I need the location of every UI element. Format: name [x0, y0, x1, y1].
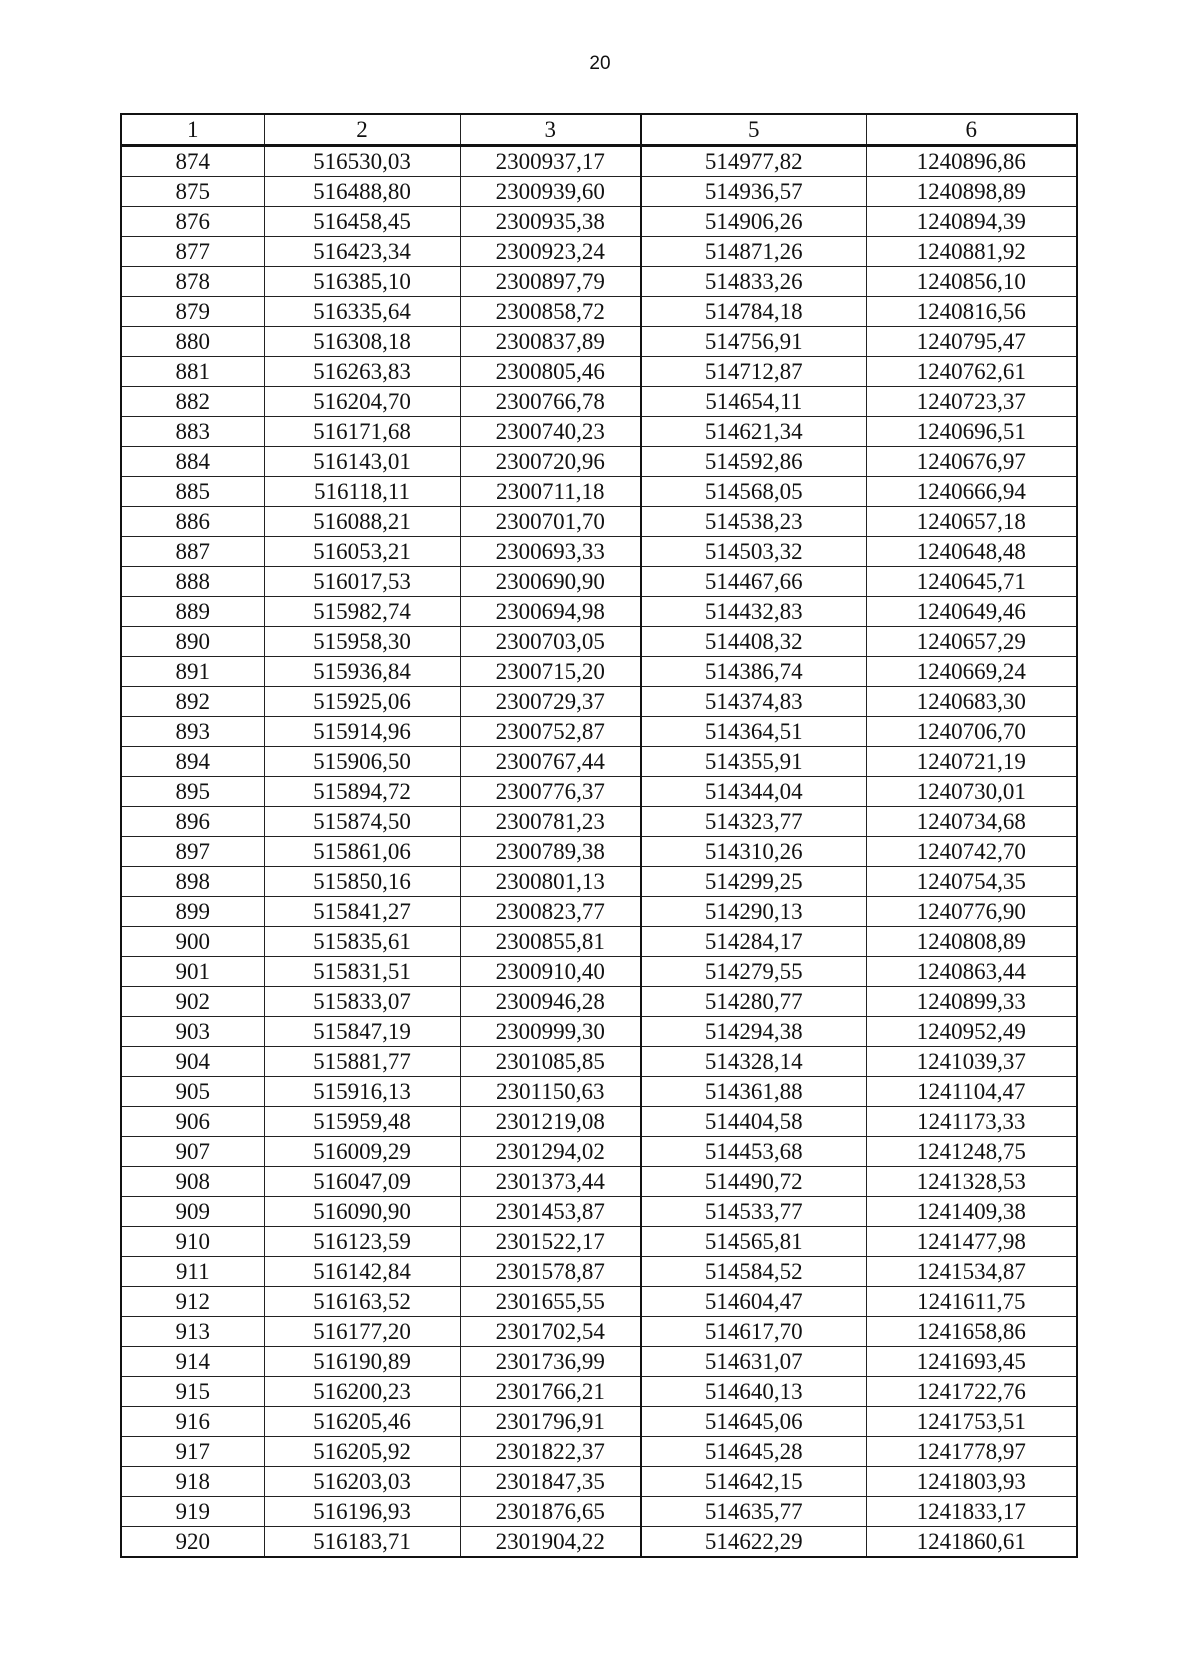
coord-y-cell: 2300855,81	[460, 927, 641, 957]
coord-y-cell: 2301219,08	[460, 1107, 641, 1137]
point-number-cell: 917	[121, 1437, 264, 1467]
coord-x2-cell: 514364,51	[641, 717, 866, 747]
coord-x2-cell: 514374,83	[641, 687, 866, 717]
coord-y-cell: 2301294,02	[460, 1137, 641, 1167]
coord-y2-cell: 1241803,93	[866, 1467, 1077, 1497]
coord-y-cell: 2300701,70	[460, 507, 641, 537]
coord-y-cell: 2301578,87	[460, 1257, 641, 1287]
coord-y2-cell: 1240657,18	[866, 507, 1077, 537]
coord-x-cell: 516203,03	[264, 1467, 460, 1497]
point-number-cell: 918	[121, 1467, 264, 1497]
coord-x-cell: 515894,72	[264, 777, 460, 807]
coord-y2-cell: 1241534,87	[866, 1257, 1077, 1287]
coord-y2-cell: 1240899,33	[866, 987, 1077, 1017]
table-row	[121, 357, 1077, 387]
coord-x2-cell: 514833,26	[641, 267, 866, 297]
coord-y2-cell: 1240657,29	[866, 627, 1077, 657]
table-row	[121, 957, 1077, 987]
coord-x2-cell: 514640,13	[641, 1377, 866, 1407]
coord-x2-cell: 514936,57	[641, 177, 866, 207]
coord-x2-cell: 514645,06	[641, 1407, 866, 1437]
coord-y2-cell: 1241753,51	[866, 1407, 1077, 1437]
coord-y-cell: 2301904,22	[460, 1527, 641, 1558]
coord-x2-cell: 514617,70	[641, 1317, 866, 1347]
coord-x2-cell: 514294,38	[641, 1017, 866, 1047]
coord-x-cell: 515833,07	[264, 987, 460, 1017]
point-number-cell: 915	[121, 1377, 264, 1407]
coord-x2-cell: 514404,58	[641, 1107, 866, 1137]
coord-x-cell: 516171,68	[264, 417, 460, 447]
coord-x-cell: 516263,83	[264, 357, 460, 387]
table-row	[121, 1197, 1077, 1227]
coord-y-cell: 2301655,55	[460, 1287, 641, 1317]
point-number-cell: 907	[121, 1137, 264, 1167]
coord-y2-cell: 1240669,24	[866, 657, 1077, 687]
coord-x2-cell: 514355,91	[641, 747, 866, 777]
column-header-2: 2	[264, 114, 460, 146]
coord-y2-cell: 1240896,86	[866, 146, 1077, 177]
table-row	[121, 1287, 1077, 1317]
coord-x-cell: 516200,23	[264, 1377, 460, 1407]
table-row	[121, 1017, 1077, 1047]
coord-y2-cell: 1240734,68	[866, 807, 1077, 837]
coord-x2-cell: 514533,77	[641, 1197, 866, 1227]
table-row	[121, 507, 1077, 537]
coord-y2-cell: 1240721,19	[866, 747, 1077, 777]
point-number-cell: 895	[121, 777, 264, 807]
coord-y-cell: 2300939,60	[460, 177, 641, 207]
point-number-cell: 889	[121, 597, 264, 627]
coord-x2-cell: 514503,32	[641, 537, 866, 567]
coord-y2-cell: 1240816,56	[866, 297, 1077, 327]
coord-y-cell: 2300910,40	[460, 957, 641, 987]
point-number-cell: 910	[121, 1227, 264, 1257]
coord-x2-cell: 514432,83	[641, 597, 866, 627]
coord-x2-cell: 514490,72	[641, 1167, 866, 1197]
coord-y2-cell: 1241860,61	[866, 1527, 1077, 1558]
coord-x-cell: 515959,48	[264, 1107, 460, 1137]
point-number-cell: 897	[121, 837, 264, 867]
coord-x-cell: 515958,30	[264, 627, 460, 657]
coord-x-cell: 515835,61	[264, 927, 460, 957]
point-number-cell: 880	[121, 327, 264, 357]
coord-y-cell: 2301453,87	[460, 1197, 641, 1227]
coord-y2-cell: 1240894,39	[866, 207, 1077, 237]
point-number-cell: 896	[121, 807, 264, 837]
coord-x2-cell: 514642,15	[641, 1467, 866, 1497]
point-number-cell: 909	[121, 1197, 264, 1227]
point-number-cell: 900	[121, 927, 264, 957]
coord-x-cell: 516530,03	[264, 146, 460, 177]
coord-y2-cell: 1241173,33	[866, 1107, 1077, 1137]
point-number-cell: 899	[121, 897, 264, 927]
table-header	[121, 114, 1077, 146]
coord-y-cell: 2300776,37	[460, 777, 641, 807]
coord-y2-cell: 1240706,70	[866, 717, 1077, 747]
table-row	[121, 537, 1077, 567]
table-row	[121, 267, 1077, 297]
table-row	[121, 1227, 1077, 1257]
coord-x2-cell: 514408,32	[641, 627, 866, 657]
coord-x-cell: 516118,11	[264, 477, 460, 507]
coord-y2-cell: 1240776,90	[866, 897, 1077, 927]
coord-x2-cell: 514290,13	[641, 897, 866, 927]
coord-x2-cell: 514323,77	[641, 807, 866, 837]
coord-x2-cell: 514635,77	[641, 1497, 866, 1527]
table-row	[121, 807, 1077, 837]
coord-y2-cell: 1240762,61	[866, 357, 1077, 387]
coord-x-cell: 516177,20	[264, 1317, 460, 1347]
table-row	[121, 447, 1077, 477]
coord-y-cell: 2300740,23	[460, 417, 641, 447]
coord-x2-cell: 514386,74	[641, 657, 866, 687]
coord-x2-cell: 514604,47	[641, 1287, 866, 1317]
coord-y2-cell: 1240898,89	[866, 177, 1077, 207]
point-number-cell: 886	[121, 507, 264, 537]
table-row	[121, 1407, 1077, 1437]
coord-x-cell: 515850,16	[264, 867, 460, 897]
table-row	[121, 627, 1077, 657]
point-number-cell: 893	[121, 717, 264, 747]
point-number-cell: 875	[121, 177, 264, 207]
coord-y2-cell: 1241248,75	[866, 1137, 1077, 1167]
coord-y-cell: 2300823,77	[460, 897, 641, 927]
coord-x2-cell: 514712,87	[641, 357, 866, 387]
coord-y2-cell: 1241477,98	[866, 1227, 1077, 1257]
coord-y2-cell: 1241409,38	[866, 1197, 1077, 1227]
coord-y2-cell: 1241722,76	[866, 1377, 1077, 1407]
coord-x2-cell: 514284,17	[641, 927, 866, 957]
point-number-cell: 882	[121, 387, 264, 417]
coord-y2-cell: 1241611,75	[866, 1287, 1077, 1317]
coord-x-cell: 515916,13	[264, 1077, 460, 1107]
coord-y-cell: 2301702,54	[460, 1317, 641, 1347]
coord-x-cell: 516196,93	[264, 1497, 460, 1527]
coord-y2-cell: 1241778,97	[866, 1437, 1077, 1467]
coord-y-cell: 2300729,37	[460, 687, 641, 717]
table-row	[121, 1137, 1077, 1167]
coord-y2-cell: 1241693,45	[866, 1347, 1077, 1377]
coord-y2-cell: 1241104,47	[866, 1077, 1077, 1107]
table-row	[121, 477, 1077, 507]
coord-x2-cell: 514631,07	[641, 1347, 866, 1377]
coord-y2-cell: 1240683,30	[866, 687, 1077, 717]
table-row	[121, 1347, 1077, 1377]
coord-x-cell: 515881,77	[264, 1047, 460, 1077]
coord-x2-cell: 514538,23	[641, 507, 866, 537]
coord-y-cell: 2301766,21	[460, 1377, 641, 1407]
coord-y2-cell: 1241658,86	[866, 1317, 1077, 1347]
coord-y-cell: 2301373,44	[460, 1167, 641, 1197]
coord-y2-cell: 1240881,92	[866, 237, 1077, 267]
coord-x-cell: 516190,89	[264, 1347, 460, 1377]
point-number-cell: 890	[121, 627, 264, 657]
coord-y-cell: 2301876,65	[460, 1497, 641, 1527]
coordinates-table	[120, 113, 1078, 1558]
coord-y-cell: 2301085,85	[460, 1047, 641, 1077]
table-row	[121, 207, 1077, 237]
point-number-cell: 891	[121, 657, 264, 687]
table-row	[121, 687, 1077, 717]
coord-y-cell: 2300801,13	[460, 867, 641, 897]
coord-x-cell: 516090,90	[264, 1197, 460, 1227]
coord-x-cell: 516047,09	[264, 1167, 460, 1197]
coord-x-cell: 516163,52	[264, 1287, 460, 1317]
coord-x-cell: 516009,29	[264, 1137, 460, 1167]
coord-y-cell: 2300858,72	[460, 297, 641, 327]
coord-x-cell: 516308,18	[264, 327, 460, 357]
table-row	[121, 597, 1077, 627]
coord-x2-cell: 514871,26	[641, 237, 866, 267]
coord-x2-cell: 514977,82	[641, 146, 866, 177]
table-row	[121, 897, 1077, 927]
coord-y-cell: 2300766,78	[460, 387, 641, 417]
coord-x-cell: 515914,96	[264, 717, 460, 747]
point-number-cell: 884	[121, 447, 264, 477]
coord-y2-cell: 1240730,01	[866, 777, 1077, 807]
coord-x-cell: 516142,84	[264, 1257, 460, 1287]
coord-x-cell: 516017,53	[264, 567, 460, 597]
point-number-cell: 894	[121, 747, 264, 777]
coord-x2-cell: 514592,86	[641, 447, 866, 477]
table-row	[121, 987, 1077, 1017]
page-number: 20	[589, 53, 611, 74]
column-header-6: 6	[866, 114, 1077, 146]
table-row	[121, 567, 1077, 597]
coord-y2-cell: 1240856,10	[866, 267, 1077, 297]
table-row	[121, 747, 1077, 777]
table-row	[121, 777, 1077, 807]
coord-y2-cell: 1240676,97	[866, 447, 1077, 477]
table-row	[121, 177, 1077, 207]
point-number-cell: 916	[121, 1407, 264, 1437]
coord-x-cell: 516385,10	[264, 267, 460, 297]
point-number-cell: 883	[121, 417, 264, 447]
coord-x2-cell: 514467,66	[641, 567, 866, 597]
coord-x2-cell: 514299,25	[641, 867, 866, 897]
table-row	[121, 146, 1077, 177]
coord-x2-cell: 514645,28	[641, 1437, 866, 1467]
point-number-cell: 876	[121, 207, 264, 237]
table-row	[121, 657, 1077, 687]
coord-y-cell: 2300690,90	[460, 567, 641, 597]
point-number-cell: 887	[121, 537, 264, 567]
coord-x-cell: 516053,21	[264, 537, 460, 567]
coord-y2-cell: 1240666,94	[866, 477, 1077, 507]
coord-x-cell: 516205,92	[264, 1437, 460, 1467]
coord-y-cell: 2301522,17	[460, 1227, 641, 1257]
coord-x2-cell: 514756,91	[641, 327, 866, 357]
coord-y2-cell: 1241833,17	[866, 1497, 1077, 1527]
point-number-cell: 881	[121, 357, 264, 387]
point-number-cell: 920	[121, 1527, 264, 1558]
coord-x-cell: 515936,84	[264, 657, 460, 687]
table-row	[121, 1077, 1077, 1107]
coord-x-cell: 516183,71	[264, 1527, 460, 1558]
coord-y-cell: 2300694,98	[460, 597, 641, 627]
header-row	[121, 114, 1077, 146]
coord-y-cell: 2301847,35	[460, 1467, 641, 1497]
coord-y-cell: 2300805,46	[460, 357, 641, 387]
coord-x-cell: 515906,50	[264, 747, 460, 777]
table-row	[121, 1467, 1077, 1497]
coord-x-cell: 516458,45	[264, 207, 460, 237]
point-number-cell: 912	[121, 1287, 264, 1317]
table-row	[121, 1437, 1077, 1467]
coord-y2-cell: 1240648,48	[866, 537, 1077, 567]
coord-x2-cell: 514310,26	[641, 837, 866, 867]
coord-x2-cell: 514565,81	[641, 1227, 866, 1257]
coord-x-cell: 515847,19	[264, 1017, 460, 1047]
table-row	[121, 927, 1077, 957]
table-row	[121, 1317, 1077, 1347]
coord-y-cell: 2301822,37	[460, 1437, 641, 1467]
coord-x2-cell: 514584,52	[641, 1257, 866, 1287]
coord-x-cell: 516423,34	[264, 237, 460, 267]
coord-x2-cell: 514280,77	[641, 987, 866, 1017]
coord-y2-cell: 1240952,49	[866, 1017, 1077, 1047]
point-number-cell: 879	[121, 297, 264, 327]
coord-y-cell: 2300937,17	[460, 146, 641, 177]
coord-x2-cell: 514279,55	[641, 957, 866, 987]
coord-x-cell: 516335,64	[264, 297, 460, 327]
point-number-cell: 898	[121, 867, 264, 897]
coord-y2-cell: 1240696,51	[866, 417, 1077, 447]
coord-y-cell: 2300781,23	[460, 807, 641, 837]
coord-y-cell: 2300720,96	[460, 447, 641, 477]
column-header-5: 5	[641, 114, 866, 146]
point-number-cell: 919	[121, 1497, 264, 1527]
coord-x2-cell: 514328,14	[641, 1047, 866, 1077]
coord-y-cell: 2300897,79	[460, 267, 641, 297]
coord-x2-cell: 514621,34	[641, 417, 866, 447]
coord-y2-cell: 1240742,70	[866, 837, 1077, 867]
point-number-cell: 878	[121, 267, 264, 297]
coord-x-cell: 515982,74	[264, 597, 460, 627]
coord-y-cell: 2300711,18	[460, 477, 641, 507]
point-number-cell: 905	[121, 1077, 264, 1107]
table-row	[121, 1377, 1077, 1407]
point-number-cell: 904	[121, 1047, 264, 1077]
coord-y-cell: 2300999,30	[460, 1017, 641, 1047]
point-number-cell: 911	[121, 1257, 264, 1287]
point-number-cell: 903	[121, 1017, 264, 1047]
coord-y-cell: 2300837,89	[460, 327, 641, 357]
coord-y2-cell: 1240723,37	[866, 387, 1077, 417]
point-number-cell: 888	[121, 567, 264, 597]
coord-x-cell: 515925,06	[264, 687, 460, 717]
coord-x-cell: 516205,46	[264, 1407, 460, 1437]
coord-y-cell: 2300703,05	[460, 627, 641, 657]
coord-x-cell: 516123,59	[264, 1227, 460, 1257]
table-row	[121, 297, 1077, 327]
coord-y2-cell: 1241039,37	[866, 1047, 1077, 1077]
coord-x2-cell: 514784,18	[641, 297, 866, 327]
point-number-cell: 913	[121, 1317, 264, 1347]
coord-y-cell: 2301796,91	[460, 1407, 641, 1437]
point-number-cell: 874	[121, 146, 264, 177]
table-row	[121, 1107, 1077, 1137]
table-row	[121, 1047, 1077, 1077]
coord-y2-cell: 1240808,89	[866, 927, 1077, 957]
table-row	[121, 387, 1077, 417]
coord-x-cell: 516204,70	[264, 387, 460, 417]
table-row	[121, 717, 1077, 747]
coord-y-cell: 2301150,63	[460, 1077, 641, 1107]
coord-x-cell: 515841,27	[264, 897, 460, 927]
point-number-cell: 914	[121, 1347, 264, 1377]
coord-x2-cell: 514906,26	[641, 207, 866, 237]
coord-y-cell: 2300715,20	[460, 657, 641, 687]
coord-x-cell: 516143,01	[264, 447, 460, 477]
table-row	[121, 867, 1077, 897]
coord-y2-cell: 1240754,35	[866, 867, 1077, 897]
coord-x-cell: 515831,51	[264, 957, 460, 987]
coord-y-cell: 2300752,87	[460, 717, 641, 747]
coord-y2-cell: 1241328,53	[866, 1167, 1077, 1197]
coord-y-cell: 2300946,28	[460, 987, 641, 1017]
table-body	[121, 146, 1077, 1558]
coord-x2-cell: 514453,68	[641, 1137, 866, 1167]
point-number-cell: 906	[121, 1107, 264, 1137]
point-number-cell: 877	[121, 237, 264, 267]
table-row	[121, 1497, 1077, 1527]
coord-x2-cell: 514622,29	[641, 1527, 866, 1558]
coord-y-cell: 2300935,38	[460, 207, 641, 237]
coord-y-cell: 2300789,38	[460, 837, 641, 867]
column-header-1: 1	[121, 114, 264, 146]
column-header-3: 3	[460, 114, 641, 146]
table-row	[121, 327, 1077, 357]
coord-y2-cell: 1240645,71	[866, 567, 1077, 597]
coord-y-cell: 2300693,33	[460, 537, 641, 567]
table-row	[121, 1167, 1077, 1197]
coord-x2-cell: 514344,04	[641, 777, 866, 807]
coord-x-cell: 516088,21	[264, 507, 460, 537]
point-number-cell: 885	[121, 477, 264, 507]
table-row	[121, 1257, 1077, 1287]
point-number-cell: 908	[121, 1167, 264, 1197]
table-row	[121, 1527, 1077, 1558]
coord-y-cell: 2300923,24	[460, 237, 641, 267]
coord-y-cell: 2301736,99	[460, 1347, 641, 1377]
coord-y2-cell: 1240649,46	[866, 597, 1077, 627]
coord-x2-cell: 514568,05	[641, 477, 866, 507]
table-row	[121, 237, 1077, 267]
coord-y2-cell: 1240795,47	[866, 327, 1077, 357]
coord-x-cell: 515874,50	[264, 807, 460, 837]
coord-y-cell: 2300767,44	[460, 747, 641, 777]
point-number-cell: 901	[121, 957, 264, 987]
coord-x-cell: 516488,80	[264, 177, 460, 207]
coord-x2-cell: 514361,88	[641, 1077, 866, 1107]
point-number-cell: 902	[121, 987, 264, 1017]
table-row	[121, 837, 1077, 867]
point-number-cell: 892	[121, 687, 264, 717]
coord-y2-cell: 1240863,44	[866, 957, 1077, 987]
coord-x2-cell: 514654,11	[641, 387, 866, 417]
table-row	[121, 417, 1077, 447]
coord-x-cell: 515861,06	[264, 837, 460, 867]
